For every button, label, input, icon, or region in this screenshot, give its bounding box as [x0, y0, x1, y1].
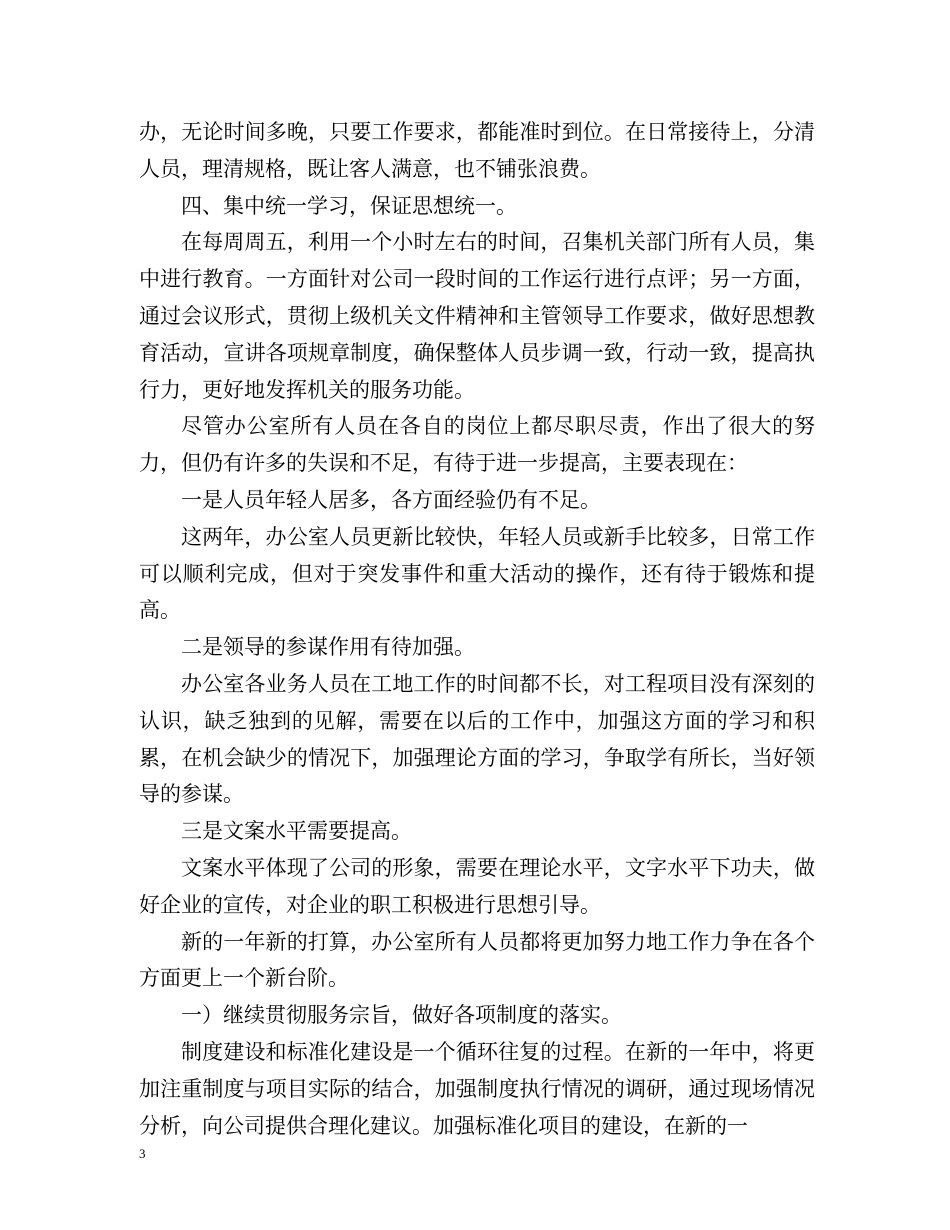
paragraph: 办公室各业务人员在工地工作的时间都不长，对工程项目没有深刻的认识，缺乏独到的见解，需要在以后的工作中，加强这方面的学习和积累，在机会缺少的情况下，加强理论方面的学习，争取学有所长，当好领导的参谋。	[139, 671, 815, 807]
paragraph: 文案水平体现了公司的形象，需要在理论水平，文字水平下功夫，做好企业的宣传，对企业的职工积极进行思想引导。	[139, 855, 815, 917]
paragraph: 制度建设和标准化建设是一个循环往复的过程。在新的一年中，将更加注重制度与项目实际的结合，加强制度执行情况的调研，通过现场情况分析，向公司提供合理化建议。加强标准化项目的建设，在新的一	[139, 1039, 815, 1138]
body-text	[139, 114, 815, 1144]
section-heading-4: 四、集中统一学习，保证思想统一。	[181, 193, 517, 218]
page-number: 3	[139, 1146, 146, 1161]
subheading-shortcoming-2: 二是领导的参谋作用有待加强。	[181, 635, 475, 660]
paragraph: 这两年，办公室人员更新比较快，年轻人员或新手比较多，日常工作可以顺利完成，但对于突发事件和重大活动的操作，还有待于锻炼和提高。	[139, 524, 815, 623]
paragraph: 尽管办公室所有人员在各自的岗位上都尽职尽责，作出了很大的努力，但仍有许多的失误和不足，有待于进一步提高，主要表现在：	[139, 414, 815, 476]
paragraph: 新的一年新的打算，办公室所有人员都将更加努力地工作力争在各个方面更上一个新台阶。	[139, 929, 815, 991]
subheading-shortcoming-1: 一是人员年轻人居多，各方面经验仍有不足。	[181, 487, 601, 512]
paragraph: 在每周周五，利用一个小时左右的时间，召集机关部门所有人员，集中进行教育。一方面针对公司一段时间的工作运行进行点评；另一方面，通过会议形式，贯彻上级机关文件精神和主管领导工作要求，做好思想教育活动，宣讲各项规章制度，确保整体人员步调一致，行动一致，提高执行力，更好地发挥机关的服务功能。	[139, 230, 815, 402]
subheading-shortcoming-3: 三是文案水平需要提高。	[181, 819, 412, 844]
subheading-plan-1: 一）继续贯彻服务宗旨，做好各项制度的落实。	[181, 1003, 622, 1028]
paragraph-continued: 办，无论时间多晚，只要工作要求，都能准时到位。在日常接待上，分清人员，理清规格，既让客人满意，也不铺张浪费。	[139, 120, 815, 181]
